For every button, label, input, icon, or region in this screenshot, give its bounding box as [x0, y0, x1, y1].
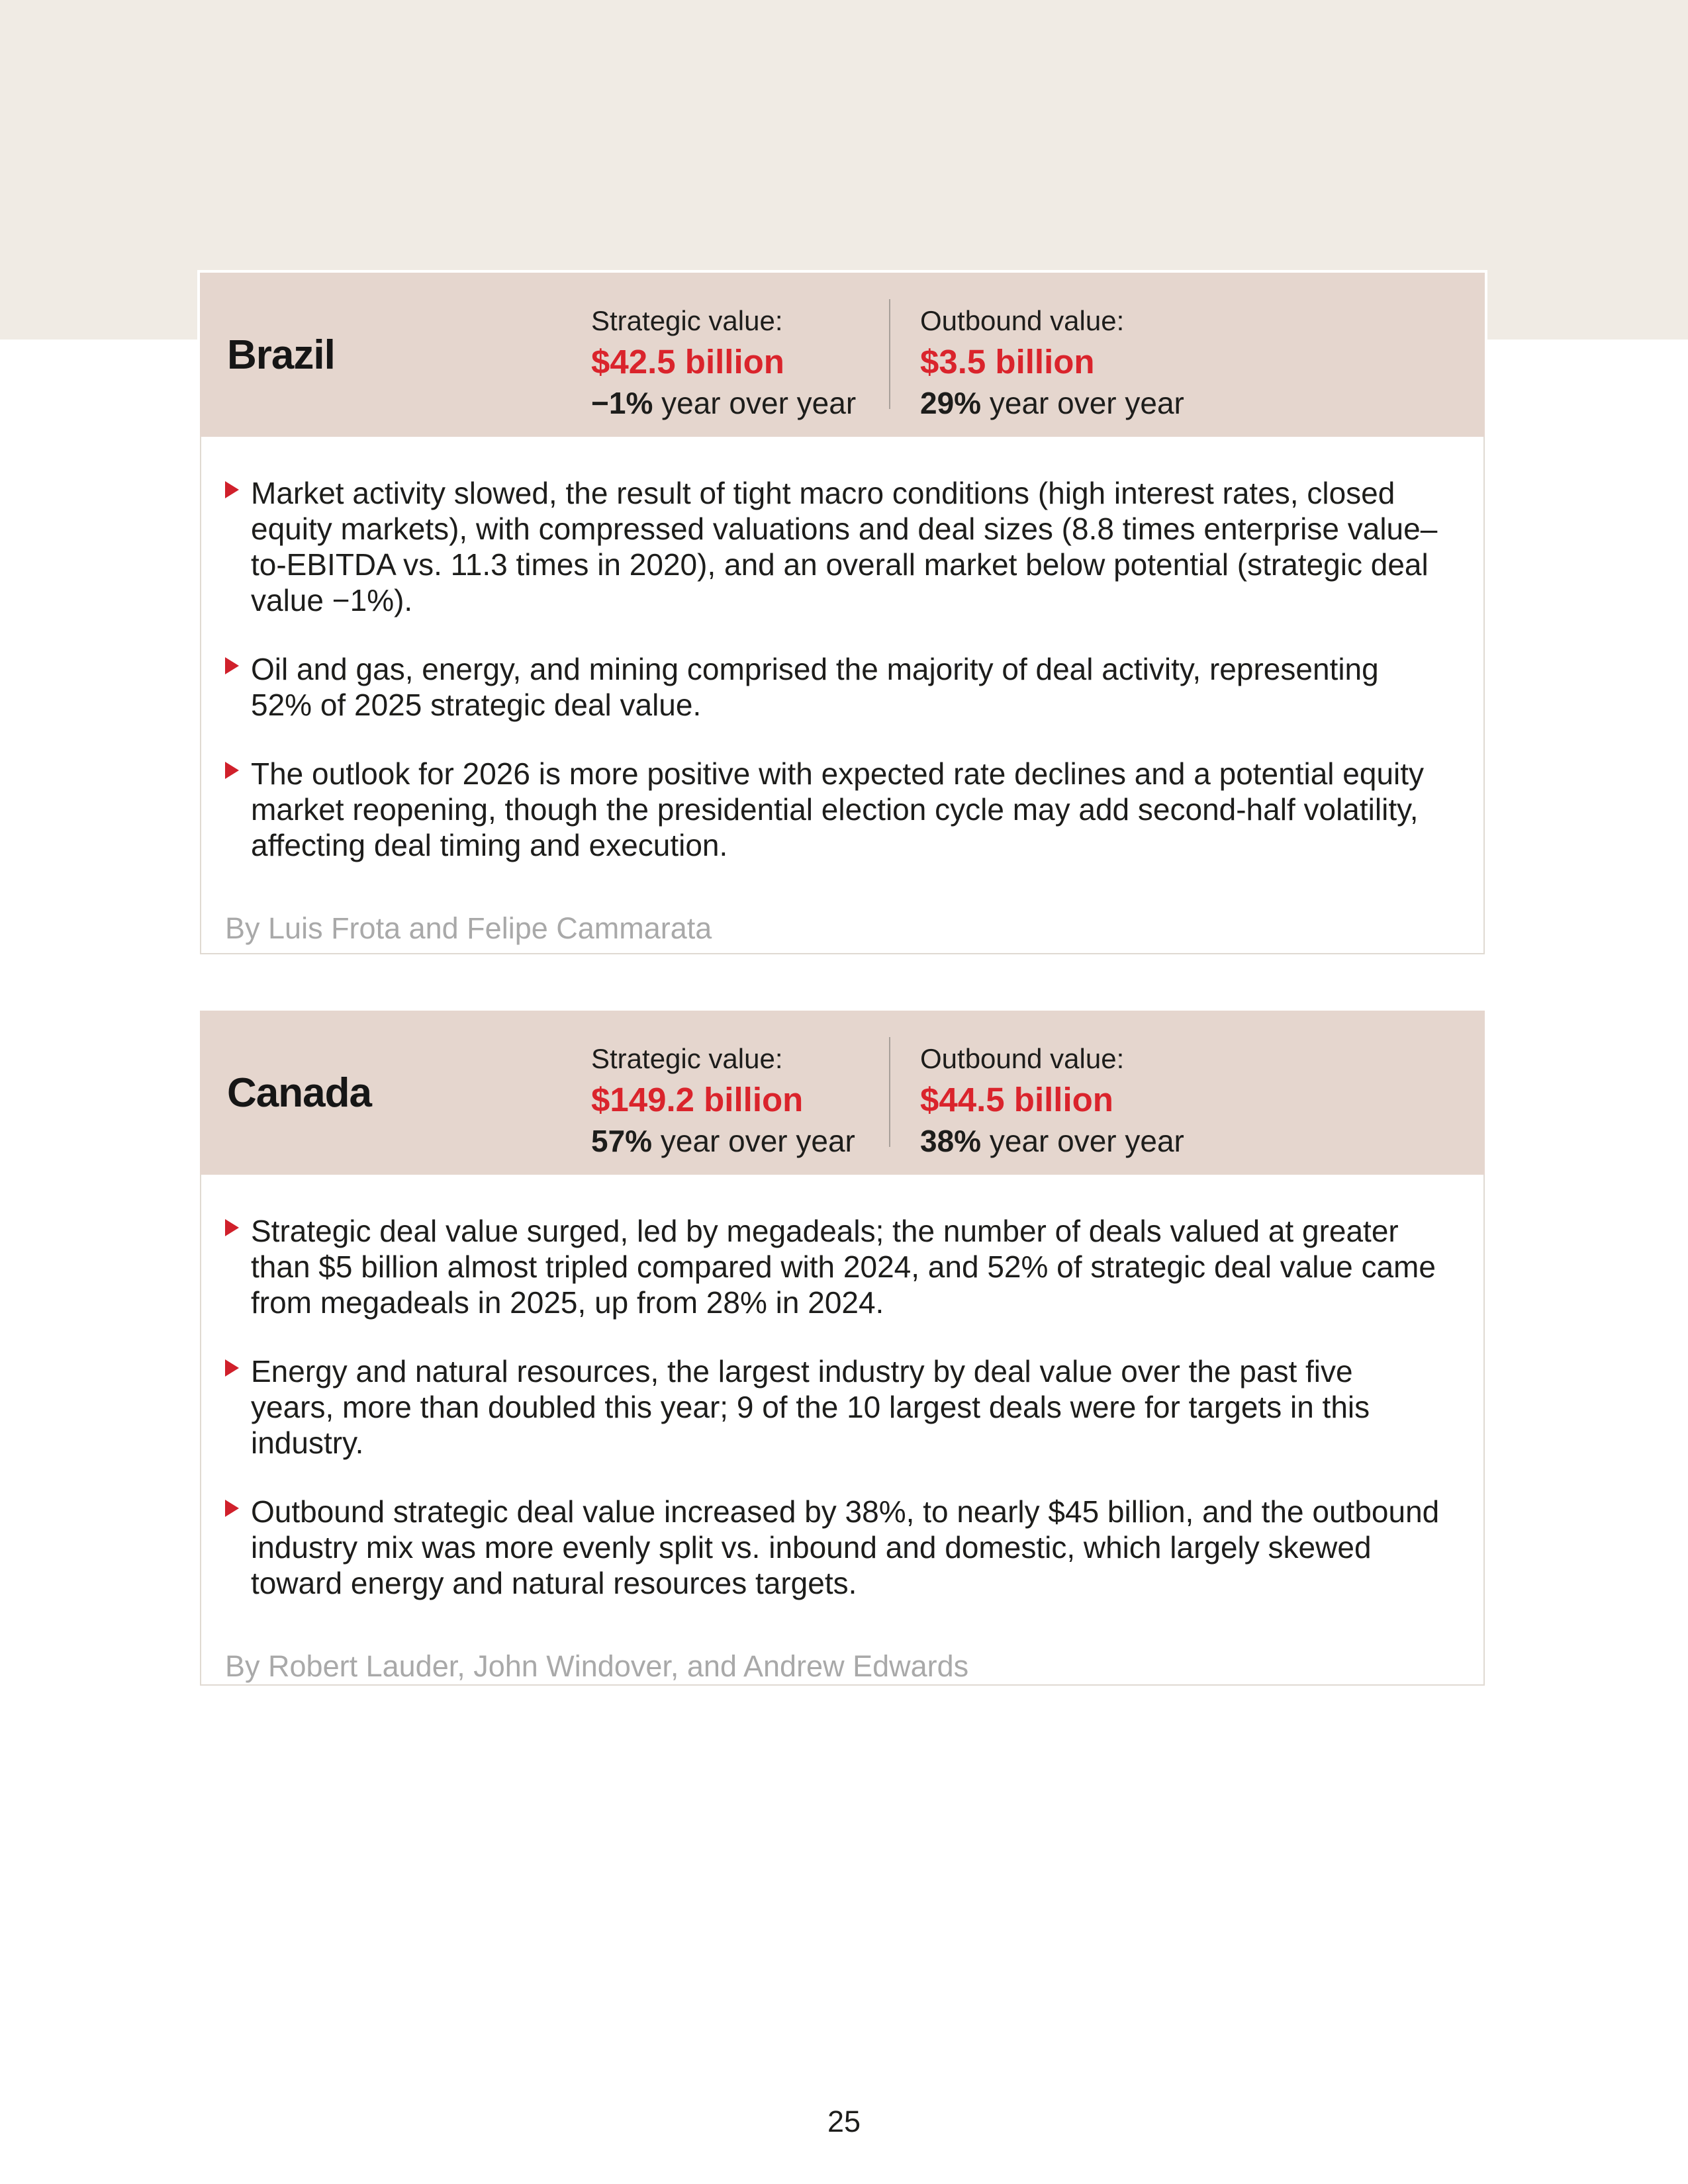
- author-byline: By Luis Frota and Felipe Cammarata: [225, 911, 712, 945]
- outbound-value-label: Outbound value:: [920, 1043, 1125, 1074]
- strategic-value-block: [591, 1040, 855, 1160]
- page-number: 25: [827, 2105, 861, 2138]
- strategic-value-label: Strategic value:: [591, 1043, 783, 1074]
- header-column-divider: [889, 1037, 890, 1147]
- bullet-text: The outlook for 2026 is more positive with expected rate declines and a potential equity market reopening, though the presidential election cycle may add second-half volatility, affecting deal timing and execution.: [251, 756, 1425, 862]
- strategic-change-pct: −1%: [591, 386, 653, 420]
- outbound-value-change: [920, 1122, 1184, 1160]
- strategic-value-change: [591, 384, 856, 422]
- outbound-change-suffix: year over year: [981, 1124, 1184, 1158]
- strategic-value-amount: $42.5 billion: [591, 343, 784, 381]
- outbound-value-amount: $3.5 billion: [920, 343, 1095, 381]
- bullet-triangle-icon: [225, 481, 239, 498]
- bullet-text: Energy and natural resources, the largest industry by deal value over the past five years, more than doubled this year; 9 of the 10 largest deals were for targets in this industry.: [251, 1354, 1370, 1460]
- outbound-change-pct: 38%: [920, 1124, 982, 1158]
- bullet-item: [225, 1213, 1444, 1320]
- strategic-change-suffix: year over year: [653, 386, 857, 420]
- bullet-item: [225, 756, 1444, 863]
- country-title-brazil: Brazil: [227, 332, 335, 378]
- bullet-item: [225, 1353, 1444, 1461]
- brazil-card-body: [200, 437, 1485, 954]
- outbound-change-pct: 29%: [920, 386, 982, 420]
- bullet-item: [225, 651, 1444, 723]
- header-column-divider: [889, 299, 890, 409]
- bullet-triangle-icon: [225, 657, 239, 674]
- bullet-text: Oil and gas, energy, and mining comprised the majority of deal activity, representing 52% of 2025 strategic deal value.: [251, 652, 1379, 722]
- strategic-value-amount: $149.2 billion: [591, 1081, 804, 1118]
- outbound-value-change: [920, 384, 1184, 422]
- country-title-canada: Canada: [227, 1069, 371, 1116]
- strategic-value-change: [591, 1122, 855, 1160]
- outbound-value-block: [920, 302, 1184, 422]
- outbound-change-suffix: year over year: [981, 386, 1184, 420]
- outbound-value-amount: $44.5 billion: [920, 1081, 1113, 1118]
- bullet-triangle-icon: [225, 1500, 239, 1517]
- canada-card-header: [200, 1011, 1485, 1175]
- author-byline: By Robert Lauder, John Windover, and Andrew Edwards: [225, 1649, 969, 1683]
- bullet-item: [225, 1494, 1444, 1601]
- outbound-value-label: Outbound value:: [920, 305, 1125, 336]
- bullet-triangle-icon: [225, 1219, 239, 1236]
- strategic-change-pct: 57%: [591, 1124, 653, 1158]
- outbound-value-block: [920, 1040, 1184, 1160]
- canada-card-body: [200, 1175, 1485, 1686]
- strategic-value-block: [591, 302, 856, 422]
- bullet-triangle-icon: [225, 762, 239, 779]
- strategic-change-suffix: year over year: [652, 1124, 855, 1158]
- country-card-canada: [200, 1011, 1485, 1683]
- bullet-text: Strategic deal value surged, led by megadeals; the number of deals valued at greater than $5 billion almost tripled compared with 2024, and 52% of strategic deal value came from megadeals in 2025, up from 28% in 2024.: [251, 1214, 1436, 1320]
- bullet-text: Outbound strategic deal value increased by 38%, to nearly $45 billion, and the outbound industry mix was more evenly split vs. inbound and domestic, which largely skewed toward energy and natural resources targets.: [251, 1494, 1440, 1600]
- bullet-item: [225, 475, 1444, 618]
- bullet-triangle-icon: [225, 1359, 239, 1377]
- country-card-brazil: [200, 273, 1485, 954]
- strategic-value-label: Strategic value:: [591, 305, 783, 336]
- bullet-text: Market activity slowed, the result of tight macro conditions (high interest rates, closed equity markets), with compressed valuations and deal sizes (8.8 times enterprise value–to-EBITDA vs. 11.3 times in 2020), and an overall market below potential (strategic deal value −1%).: [251, 476, 1438, 617]
- brazil-card-header: [200, 273, 1485, 437]
